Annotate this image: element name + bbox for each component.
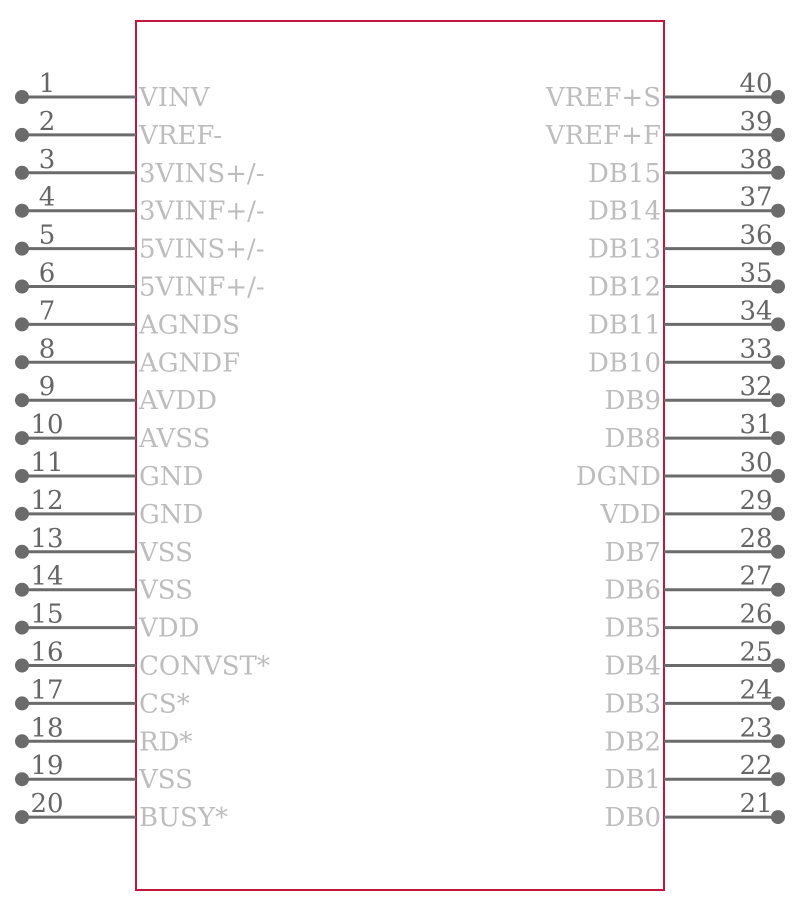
pin-name: AGNDS: [139, 310, 240, 341]
pin-endpoint-dot: [15, 621, 29, 635]
pin-name: DB2: [604, 727, 661, 758]
pin-endpoint-dot: [771, 431, 785, 445]
pin-name: CONVST*: [139, 651, 270, 682]
pin-number: 10: [30, 410, 64, 441]
pin-endpoint-dot: [15, 810, 29, 824]
pin-number: 11: [30, 448, 64, 478]
ic-body-outline: [136, 21, 664, 890]
pin-name: AVSS: [139, 424, 211, 455]
pin-endpoint-dot: [771, 659, 785, 673]
pin-number: 31: [739, 410, 773, 441]
pin-endpoint-dot: [15, 128, 29, 142]
left-pin-column: [15, 69, 270, 833]
pin-endpoint-dot: [771, 90, 785, 104]
pin-number: 1: [38, 69, 56, 99]
pin-number: 24: [739, 675, 773, 706]
pin-endpoint-dot: [771, 810, 785, 824]
pin-endpoint-dot: [771, 772, 785, 786]
pin-number: 20: [30, 789, 64, 820]
pin-endpoint-dot: [15, 431, 29, 445]
pin-name: VDD: [600, 499, 661, 530]
pin-name: 5VINF+/-: [139, 272, 265, 303]
pin-endpoint-dot: [771, 393, 785, 407]
pin-endpoint-dot: [771, 621, 785, 635]
pin-name: VREF-: [139, 120, 222, 151]
pin-endpoint-dot: [771, 128, 785, 142]
pin-name: DB4: [604, 651, 661, 682]
pin-number: 18: [30, 713, 64, 744]
pin-number: 7: [38, 296, 56, 327]
pin-endpoint-dot: [15, 393, 29, 407]
pin-endpoint-dot: [771, 204, 785, 218]
pin-number: 30: [739, 448, 773, 478]
pin-name: 5VINS+/-: [139, 234, 265, 265]
pin-endpoint-dot: [15, 734, 29, 748]
pin-name: 3VINS+/-: [139, 158, 265, 189]
pin-number: 6: [38, 258, 56, 289]
pin-endpoint-dot: [15, 507, 29, 521]
pin-endpoint-dot: [15, 317, 29, 331]
pin-number: 28: [739, 523, 773, 554]
pin-number: 36: [739, 220, 773, 251]
pin-endpoint-dot: [771, 545, 785, 559]
pin-number: 26: [739, 599, 773, 630]
pin-endpoint-dot: [771, 317, 785, 331]
pin-number: 27: [739, 561, 773, 592]
pin-name: RD*: [139, 727, 193, 758]
pin-number: 35: [739, 258, 773, 289]
pin-name: DB6: [604, 575, 661, 606]
pin-number: 16: [30, 637, 64, 668]
pin-name: DB15: [587, 158, 661, 189]
pin-20: [15, 789, 228, 833]
pin-21: [605, 789, 786, 833]
pin-endpoint-dot: [15, 204, 29, 218]
pin-endpoint-dot: [771, 166, 785, 180]
pin-number: 3: [38, 144, 56, 175]
pin-number: 5: [38, 220, 56, 251]
pin-number: 29: [739, 485, 773, 516]
pin-name: VREF+S: [546, 83, 661, 113]
pin-endpoint-dot: [15, 583, 29, 597]
pin-endpoint-dot: [771, 355, 785, 369]
pin-name: VINV: [139, 83, 210, 113]
pin-number: 23: [739, 713, 773, 744]
pin-number: 34: [739, 296, 773, 327]
pin-endpoint-dot: [15, 90, 29, 104]
pin-name: VSS: [139, 765, 193, 796]
pin-name: DB0: [604, 803, 661, 834]
pin-number: 40: [739, 69, 773, 99]
pin-number: 17: [30, 675, 64, 706]
pin-endpoint-dot: [15, 280, 29, 294]
pin-endpoint-dot: [771, 696, 785, 710]
pin-number: 4: [38, 182, 56, 213]
pin-name: DB5: [604, 613, 661, 644]
pin-number: 39: [739, 106, 773, 137]
pin-number: 2: [38, 106, 56, 137]
pin-endpoint-dot: [771, 280, 785, 294]
pin-name: DB1: [604, 765, 661, 796]
pin-endpoint-dot: [15, 659, 29, 673]
pin-name: BUSY*: [139, 803, 228, 834]
pin-number: 21: [739, 789, 773, 820]
pin-name: VREF+F: [545, 120, 661, 151]
pin-number: 15: [30, 599, 64, 630]
pin-endpoint-dot: [15, 242, 29, 256]
pin-number: 25: [739, 637, 773, 668]
pin-name: VSS: [139, 537, 193, 568]
pin-number: 14: [30, 561, 64, 592]
pin-endpoint-dot: [771, 507, 785, 521]
pin-name: DB13: [587, 234, 661, 265]
pin-name: VDD: [139, 613, 200, 644]
pin-number: 37: [739, 182, 773, 213]
pin-endpoint-dot: [771, 583, 785, 597]
pin-number: 12: [30, 485, 64, 516]
pin-number: 19: [30, 751, 64, 782]
pin-number: 38: [739, 144, 773, 175]
pin-name: DB11: [587, 310, 661, 341]
pin-number: 32: [739, 372, 773, 403]
pin-number: 22: [739, 751, 773, 782]
pin-name: 3VINF+/-: [139, 196, 265, 227]
pin-endpoint-dot: [15, 166, 29, 180]
pin-endpoint-dot: [15, 545, 29, 559]
pin-name: DB14: [587, 196, 661, 227]
pin-name: DB12: [587, 272, 661, 303]
pin-name: VSS: [139, 575, 193, 606]
pin-name: DB7: [604, 537, 661, 568]
pin-number: 9: [38, 372, 56, 403]
pin-endpoint-dot: [771, 469, 785, 483]
pin-name: CS*: [139, 689, 190, 720]
pin-endpoint-dot: [15, 772, 29, 786]
pin-name: DB3: [604, 689, 661, 720]
pin-name: DB10: [587, 348, 661, 379]
pin-endpoint-dot: [15, 469, 29, 483]
pin-name: GND: [139, 499, 204, 530]
pin-endpoint-dot: [771, 734, 785, 748]
pin-name: GND: [139, 462, 204, 492]
pin-name: DGND: [575, 462, 661, 492]
pin-number: 8: [38, 334, 56, 365]
pin-name: AGNDF: [139, 348, 241, 379]
pin-number: 13: [30, 523, 64, 554]
pin-name: DB8: [604, 424, 661, 455]
pin-endpoint-dot: [15, 355, 29, 369]
pin-name: DB9: [604, 386, 661, 417]
pin-endpoint-dot: [771, 242, 785, 256]
pin-name: AVDD: [139, 386, 217, 417]
pin-endpoint-dot: [15, 696, 29, 710]
pin-number: 33: [739, 334, 773, 365]
